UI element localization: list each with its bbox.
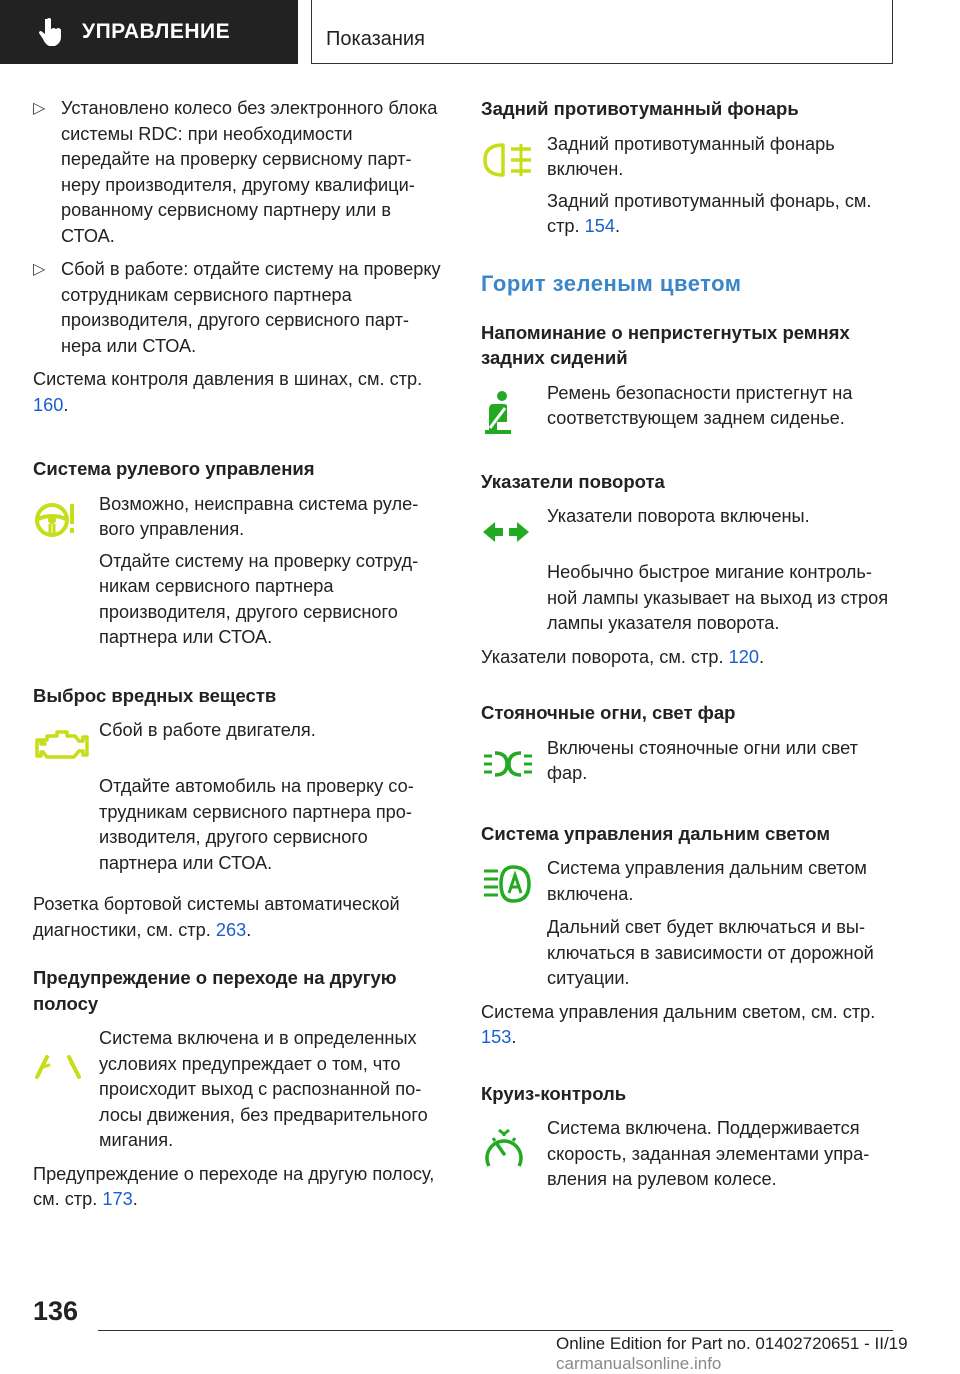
page-header <box>311 0 893 64</box>
turn-signal-icon <box>481 519 531 545</box>
indicator-emissions: Сбой в работе двигателя. <box>33 718 443 774</box>
highbeam-reference: Система управления дальним светом, см. стр. 153. <box>481 1001 876 1047</box>
page-link[interactable]: 153 <box>481 1027 512 1047</box>
triangle-bullet-icon: ▷ <box>33 261 46 278</box>
hand-pointer-icon <box>38 17 64 47</box>
indicator-turn: Указатели поворота включены. <box>481 504 891 560</box>
obd-reference: Розетка бортовой системы автоматической диагностики, см. стр. 263. <box>33 894 400 940</box>
section-heading: Стояночные огни, свет фар <box>481 702 736 723</box>
triangle-bullet-icon: ▷ <box>33 100 46 117</box>
page-link[interactable]: 154 <box>584 216 616 236</box>
indicator-steering: Возможно, неисправна система рулевого управления. <box>33 492 443 551</box>
section-heading: Система управления дальним светом <box>481 822 831 844</box>
footer-edition: Online Edition for Part no. 01402720651 - II/19 carmanualsonline.info <box>556 1334 908 1373</box>
indicator-cruise: Система включена. Поддерживается скорость, заданная элементами управления на рулевом колесе. <box>481 1116 891 1201</box>
section-heading: Система рулевого управления <box>33 458 315 479</box>
footer-watermark: carmanualsonline.info <box>556 1354 722 1373</box>
page-link[interactable]: 263 <box>215 919 247 940</box>
page-title: Показания <box>326 28 425 50</box>
green-section-heading: Горит зеленым цветом <box>481 270 742 296</box>
section-heading: Предупреждение о переходе на другую полосу <box>33 967 397 1014</box>
parking-light-icon <box>481 748 535 780</box>
right-column: Задний противотуманный фонарь Задний противотуманный фонарь включен. Задний противотуманный фонарь, см. стр. 154. Горит зеленым цветом Напоминание о непристегнутых ремнях задних сидений Ремень безопасности пристегнут на соответствующем заднем сиденье. Указатели поворота Указатели поворота включены. Необычно быстрое мигание контрольной лампы указывает на выход из строя лампы указателя поворота. Указатели поворота, см. стр. 120. Стояночные огни, свет фар Включены стояночные огни или свет фар. Система управления дальним светом Система управления дальним светом включена. Дальний свет будет включаться и выключаться в зависимости от дорожной ситуации. Система управления дальним светом, см. стр. 153. Круиз-контроль Система включена. Поддерживается скорость, заданная элементами управления на рулевом колесе. <box>481 96 891 1201</box>
turn-reference: Указатели поворота, см. стр. 120. <box>481 646 765 667</box>
section-heading: Выброс вредных веществ <box>33 684 277 706</box>
list-item: ▷ Установлено колесо без электронного блока системы RDC: при необходимости передайте на проверку сервисному партнеру производителя, другому квалифицированному сервисному партнеру или в СТОА. <box>33 98 438 246</box>
check-engine-icon <box>33 726 89 766</box>
lane-reference: Предупреждение о переходе на другую полосу, см. стр. 173. <box>33 1163 435 1209</box>
indicator-lane: Система включена и в определенных условиях предупреждает о том, что происходит выход с распознанной полосы движения, без предварительного мигания. <box>33 1026 443 1162</box>
lane-departure-icon <box>33 1051 83 1081</box>
section-heading: Указатели поворота <box>481 470 665 492</box>
fog-reference: Задний противотуманный фонарь, см. стр. 154. <box>547 190 872 236</box>
list-item: ▷ Сбой в работе: отдайте систему на проверку сотрудникам сервисного партнера производителя, другого сервисного партнера или СТОА. <box>33 259 441 356</box>
page-link[interactable]: 173 <box>102 1189 133 1209</box>
footer-divider <box>98 1330 893 1331</box>
section-header <box>0 0 298 64</box>
page-link[interactable]: 160 <box>33 394 64 415</box>
section-heading: Задний противотуманный фонарь <box>481 98 799 119</box>
section-heading: Напоминание о непристегнутых ремнях задних сидений <box>481 321 850 368</box>
indicator-highbeam: Система управления дальним светом включена. <box>481 856 891 915</box>
indicator-seatbelt: Ремень безопасности пристегнут на соответствующем заднем сиденье. <box>481 381 891 445</box>
left-column: ▷ Установлено колесо без электронного блока системы RDC: при необходимости передайте на проверку сервисному партнеру производителя, другому квалифицированному сервисному партнеру или в СТОА. ▷ Сбой в работе: отдайте систему на проверку сотрудникам сервисного партнера производителя, другого сервисного партнера или СТОА. Система контроля давления в шинах, см. стр. 160. Система рулевого управления Возможно, неисправна система рулевого управления. Отдайте систему на проверку сотрудникам сервисного партнера производителя, другого сервисного партнера или СТОА. Выброс вредных веществ Сбой в работе двигателя. Отдайте автомобиль на проверку сотрудникам сервисного партнера производителя, другого сервисного партнера или СТОА. Розетка бортовой системы автоматической диагностики, см. стр. 263. Предупреждение о переходе на другую полосу Система включена и в определенных условиях предупреждает о том, что происходит выход с распознанной полосы движения, без предварительного мигания. Предупреждение о переходе на другую полосу, см. стр. 173. <box>33 96 443 1221</box>
section-heading: Круиз-контроль <box>481 1082 627 1104</box>
rear-fog-light-icon <box>481 140 535 180</box>
section-title: УПРАВЛЕНИЕ <box>82 20 231 43</box>
indicator-parking: Включены стояночные огни или свет фар. <box>481 736 891 795</box>
indicator-fog: Задний противотуманный фонарь включен. <box>481 132 891 191</box>
seatbelt-icon <box>481 388 517 438</box>
high-beam-assist-icon <box>481 863 535 905</box>
steering-warning-icon <box>33 499 77 541</box>
cruise-control-icon <box>481 1128 527 1174</box>
rdc-reference: Система контроля давления в шинах, см. стр. 160. <box>33 369 423 415</box>
page-link[interactable]: 120 <box>728 646 759 667</box>
page-number: 136 <box>33 1296 79 1326</box>
